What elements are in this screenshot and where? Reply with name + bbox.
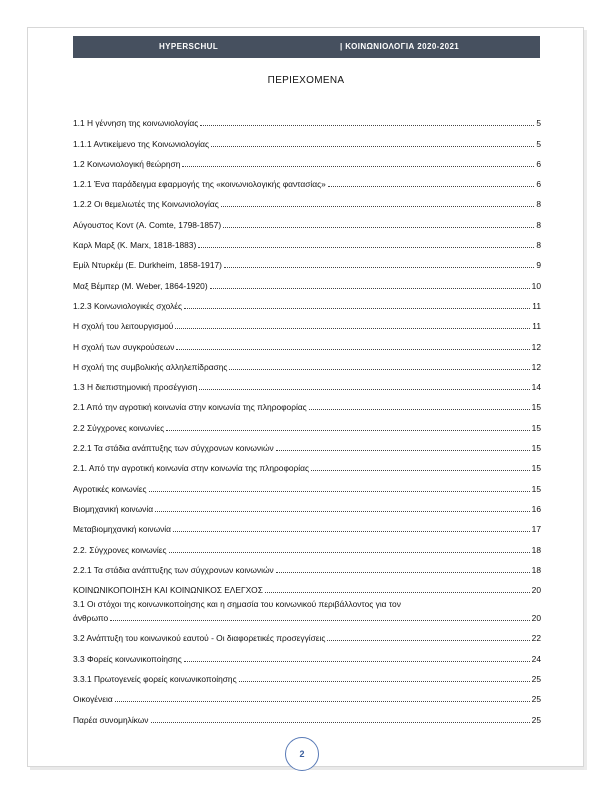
toc-entry-text: Μεταβιομηχανική κοινωνία — [73, 524, 172, 535]
toc-entry[interactable] — [73, 112, 541, 132]
toc-entry-text: Η σχολή του λειτουργισμού — [73, 321, 174, 332]
page-side-shadow — [584, 30, 587, 770]
toc-entry-text: Αύγουστος Κοντ (A. Comte, 1798-1857) — [73, 219, 222, 230]
toc-title: ΠΕΡΙΕΧΟΜΕΝΑ — [267, 75, 345, 86]
toc-entry-text: Εμίλ Ντυρκέμ (E. Durkheim, 1858-1917) — [73, 260, 222, 271]
toc-entry-page: 9 — [536, 260, 541, 271]
dot-leader — [169, 552, 530, 553]
header-brand: HYPERSCHUL — [159, 42, 219, 51]
header-bar — [73, 36, 540, 58]
toc-entry-page: 22 — [531, 633, 541, 644]
toc-entry-text: 2.1 Από την αγροτική κοινωνία στην κοινωνία της πληροφορίας — [73, 402, 307, 413]
toc-entry-page: 6 — [536, 179, 541, 190]
toc-entry-page: 15 — [531, 443, 541, 454]
toc-entry-text: Μαξ Βέμπερ (M. Weber, 1864-1920) — [73, 280, 208, 291]
toc-entry[interactable] — [73, 274, 541, 294]
toc-entry[interactable] — [73, 599, 541, 627]
toc-entry-page: 16 — [531, 503, 541, 514]
toc-entry-text: 2.2.1 Τα στάδια ανάπτυξης των σύγχρονων κοινωνιών — [73, 564, 274, 575]
table-of-contents — [73, 112, 541, 729]
dot-leader — [200, 125, 534, 126]
toc-entry-page: 25 — [531, 714, 541, 725]
toc-entry[interactable] — [73, 173, 541, 193]
dot-leader — [175, 328, 530, 329]
dot-leader — [311, 470, 530, 471]
toc-entry[interactable] — [73, 457, 541, 477]
toc-entry-text: Βιομηχανική κοινωνία — [73, 503, 154, 514]
dot-leader — [309, 409, 530, 410]
dot-leader — [182, 166, 534, 167]
toc-entry[interactable] — [73, 315, 541, 335]
toc-entry-page: 11 — [532, 321, 541, 332]
dot-leader — [199, 389, 529, 390]
toc-entry-page: 8 — [536, 199, 541, 210]
toc-entry-text: 1.3 Η διεπιστημονική προσέγγιση — [73, 382, 198, 393]
dot-leader — [176, 349, 529, 350]
toc-entry[interactable] — [73, 132, 541, 152]
toc-entry-text: 2.2.1 Τα στάδια ανάπτυξης των σύγχρονων κοινωνιών — [73, 443, 274, 454]
toc-entry-page: 25 — [531, 674, 541, 685]
dot-leader — [166, 430, 530, 431]
toc-entry-page: 11 — [532, 300, 541, 311]
toc-entry-page: 20 — [531, 613, 541, 624]
toc-entry-page: 20 — [531, 585, 541, 596]
toc-entry-page: 15 — [531, 402, 541, 413]
dot-leader — [265, 592, 530, 593]
toc-entry-text: 3.2 Ανάπτυξη του κοινωνικού εαυτού - Οι διαφορετικές προσεγγίσεις — [73, 633, 326, 644]
toc-entry[interactable] — [73, 437, 541, 457]
toc-entry-text: 3.1 Οι στόχοι της κοινωνικοποίησης και η σημασία του κοινωνικού περιβάλλοντος για τον — [73, 599, 401, 610]
toc-entry[interactable] — [73, 498, 541, 518]
dot-leader — [229, 369, 529, 370]
toc-entry-text-continued: άνθρωπο — [73, 613, 109, 624]
toc-entry-page: 15 — [531, 483, 541, 494]
toc-entry[interactable] — [73, 688, 541, 708]
toc-entry-page: 18 — [531, 564, 541, 575]
dot-leader — [115, 701, 530, 702]
toc-entry-page: 10 — [531, 280, 541, 291]
dot-leader — [221, 206, 535, 207]
toc-entry[interactable] — [73, 538, 541, 558]
toc-entry-text: 1.2.1 Ένα παράδειγμα εφαρμογής της «κοινωνιολογικής φαντασίας» — [73, 179, 326, 190]
toc-entry[interactable] — [73, 234, 541, 254]
toc-entry-page: 15 — [531, 463, 541, 474]
dot-leader — [110, 620, 529, 621]
toc-entry-page: 24 — [531, 653, 541, 664]
toc-entry[interactable] — [73, 376, 541, 396]
toc-entry[interactable] — [73, 559, 541, 579]
toc-entry-page: 25 — [531, 694, 541, 705]
dot-leader — [210, 288, 530, 289]
toc-entry[interactable] — [73, 627, 541, 647]
toc-entry-page: 18 — [531, 544, 541, 555]
dot-leader — [184, 308, 530, 309]
dot-leader — [155, 511, 530, 512]
dot-leader — [151, 722, 530, 723]
dot-leader — [149, 491, 530, 492]
toc-entry-page: 6 — [536, 158, 541, 169]
dot-leader — [328, 186, 535, 187]
dot-leader — [276, 450, 530, 451]
toc-entry-page: 8 — [536, 240, 541, 251]
toc-entry-page: 8 — [536, 219, 541, 230]
toc-entry-page: 5 — [536, 118, 541, 129]
toc-entry[interactable] — [73, 668, 541, 688]
toc-entry-text: 2.2 Σύγχρονες κοινωνίες — [73, 422, 165, 433]
toc-entry[interactable] — [73, 708, 541, 728]
toc-entry-page: 14 — [531, 382, 541, 393]
dot-leader — [239, 681, 530, 682]
toc-entry-page: 12 — [531, 341, 541, 352]
dot-leader — [223, 227, 534, 228]
toc-entry-text: ΚΟΙΝΩΝΙΚΟΠΟΙΗΣΗ ΚΑΙ ΚΟΙΝΩΝΙΚΟΣ ΕΛΕΓΧΟΣ — [73, 585, 263, 596]
toc-entry-page: 12 — [531, 361, 541, 372]
toc-entry-text: Αγροτικές κοινωνίες — [73, 483, 147, 494]
toc-entry-text: 1.1.1 Αντικείμενο της Κοινωνιολογίας — [73, 138, 210, 149]
toc-entry[interactable] — [73, 193, 541, 213]
toc-entry-text: Οικογένεια — [73, 694, 113, 705]
toc-entry[interactable] — [73, 254, 541, 274]
toc-entry-text: Παρέα συνομηλίκων — [73, 714, 149, 725]
toc-entry[interactable] — [73, 153, 541, 173]
toc-entry-text: 1.2 Κοινωνιολογική θεώρηση — [73, 158, 181, 169]
dot-leader — [211, 146, 534, 147]
toc-entry-page: 5 — [536, 138, 541, 149]
header-subject: | ΚΟΙΝΩΝΙΟΛΟΓΙΑ 2020-2021 — [340, 42, 460, 51]
toc-entry[interactable] — [73, 518, 541, 538]
toc-entry-text: 1.2.3 Κοινωνιολογικές σχολές — [73, 300, 183, 311]
toc-entry-text: 2.1. Από την αγροτική κοινωνία στην κοινωνία της πληροφορίας — [73, 463, 310, 474]
toc-entry-page: 17 — [531, 524, 541, 535]
toc-entry[interactable] — [73, 477, 541, 497]
dot-leader — [198, 247, 534, 248]
toc-entry-text: Η σχολή της συμβολικής αλληλεπίδρασης — [73, 361, 228, 372]
toc-entry-text: Η σχολή των συγκρούσεων — [73, 341, 175, 352]
toc-entry[interactable] — [73, 416, 541, 436]
toc-entry[interactable] — [73, 295, 541, 315]
toc-entry-text: 3.3.1 Πρωτογενείς φορείς κοινωνικοποίησης — [73, 674, 237, 685]
dot-leader — [184, 661, 530, 662]
toc-entry-text: 2.2. Σύγχρονες κοινωνίες — [73, 544, 167, 555]
page-number: 2 — [285, 737, 319, 771]
toc-entry-page: 15 — [531, 422, 541, 433]
dot-leader — [276, 572, 530, 573]
toc-entry-text: 3.3 Φορείς κοινωνικοποίησης — [73, 653, 182, 664]
toc-entry-text: 1.2.2 Οι θεμελιωτές της Κοινωνιολογίας — [73, 199, 219, 210]
toc-entry-text: Καρλ Μαρξ (K. Marx, 1818-1883) — [73, 240, 197, 251]
toc-entry[interactable] — [73, 647, 541, 667]
toc-entry[interactable] — [73, 579, 541, 599]
toc-entry-text: 1.1 Η γέννηση της κοινωνιολογίας — [73, 118, 199, 129]
toc-entry[interactable] — [73, 213, 541, 233]
toc-entry[interactable] — [73, 356, 541, 376]
toc-entry[interactable] — [73, 335, 541, 355]
dot-leader — [173, 531, 530, 532]
dot-leader — [327, 640, 529, 641]
toc-entry[interactable] — [73, 396, 541, 416]
dot-leader — [224, 267, 534, 268]
